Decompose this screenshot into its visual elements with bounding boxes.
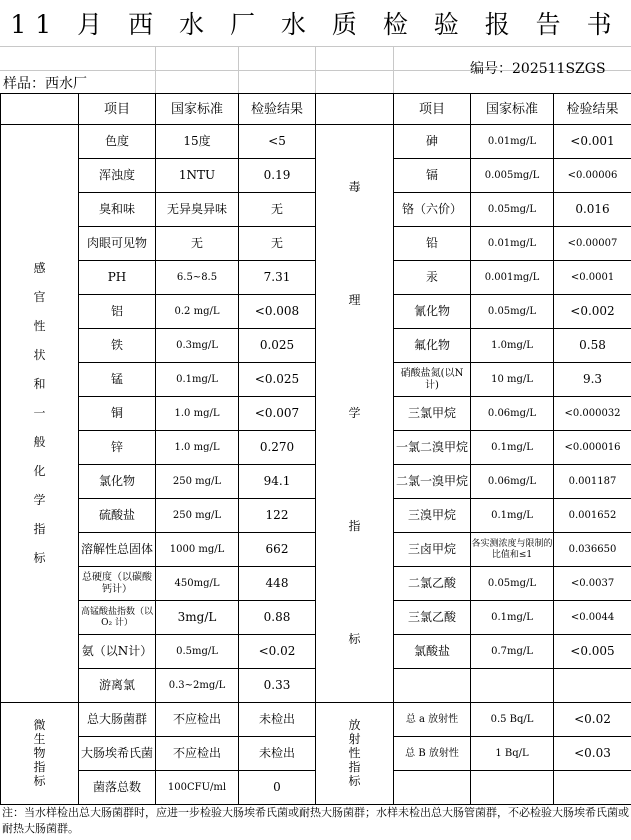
standard-value: 0.3~2mg/L	[156, 669, 239, 703]
item-name: 三氯甲烷	[394, 397, 471, 431]
standard-value: 1000 mg/L	[156, 533, 239, 567]
result-value: <0.00006	[554, 159, 631, 193]
standard-value: 各实测浓度与限制的比值和≤1	[471, 533, 554, 567]
result-value: 0.33	[239, 669, 316, 703]
item-name: 氰化物	[394, 295, 471, 329]
result-value: <0.000032	[554, 397, 631, 431]
item-name: 一氯二溴甲烷	[394, 431, 471, 465]
standard-value: 100CFU/ml	[156, 771, 239, 805]
standard-value: 无	[156, 227, 239, 261]
item-name: 氟化物	[394, 329, 471, 363]
standard-value: 0.1mg/L	[471, 499, 554, 533]
category-micro	[1, 703, 79, 805]
table-row	[1, 703, 631, 737]
category-radio	[316, 703, 394, 805]
category-char: 化	[33, 464, 46, 478]
item-name: 菌落总数	[79, 771, 156, 805]
standard-value: 0.1mg/L	[471, 431, 554, 465]
result-value: 662	[239, 533, 316, 567]
result-value: 7.31	[239, 261, 316, 295]
sample-label: 样品：西水厂	[3, 76, 87, 92]
item-name: 铝	[79, 295, 156, 329]
water-quality-table	[0, 93, 631, 805]
item-name: 硝酸盐氮(以N计)	[394, 363, 471, 397]
category-char: 指	[33, 522, 46, 536]
item-name: 氨（以N计）	[79, 635, 156, 669]
result-value: <0.0001	[554, 261, 631, 295]
category-char: 指	[348, 519, 361, 533]
result-value: <0.000016	[554, 431, 631, 465]
standard-value: 10 mg/L	[471, 363, 554, 397]
standard-value: 0.5mg/L	[156, 635, 239, 669]
result-value: <0.025	[239, 363, 316, 397]
header-grid-line	[393, 46, 394, 93]
result-value: 无	[239, 227, 316, 261]
category-char: 官	[33, 290, 46, 304]
item-name: 大肠埃希氏菌	[79, 737, 156, 771]
standard-value: 不应检出	[156, 703, 239, 737]
report-number: 编号：202511SZGS	[470, 61, 606, 77]
item-name: 臭和味	[79, 193, 156, 227]
report-title: 11 月 西 水 厂 水 质 检 验 报 告 书	[10, 10, 621, 39]
standard-value: 0.7mg/L	[471, 635, 554, 669]
result-value: <0.02	[239, 635, 316, 669]
result-value: 0.036650	[554, 533, 631, 567]
standard-value: 0.2 mg/L	[156, 295, 239, 329]
result-value: 9.3	[554, 363, 631, 397]
result-value: <0.0037	[554, 567, 631, 601]
result-value: 0	[239, 771, 316, 805]
standard-value: 0.1mg/L	[471, 601, 554, 635]
item-name: 高锰酸盐指数（以O₂ 计）	[79, 601, 156, 635]
standard-value: 0.05mg/L	[471, 567, 554, 601]
standard-value: 0.01mg/L	[471, 125, 554, 159]
item-name: 总 a 放射性	[394, 703, 471, 737]
category-char: 指	[348, 760, 361, 774]
item-name: 总大肠菌群	[79, 703, 156, 737]
standard-value: 3mg/L	[156, 601, 239, 635]
item-name: 铬（六价）	[394, 193, 471, 227]
result-value: <0.007	[239, 397, 316, 431]
item-name: 氯酸盐	[394, 635, 471, 669]
item-name: 三氯乙酸	[394, 601, 471, 635]
category-char: 放	[348, 718, 361, 732]
standard-value: 6.5~8.5	[156, 261, 239, 295]
item-name: 总 B 放射性	[394, 737, 471, 771]
standard-value	[471, 669, 554, 703]
item-name: 铁	[79, 329, 156, 363]
standard-value: 250 mg/L	[156, 465, 239, 499]
category-char: 性	[348, 746, 361, 760]
item-name: PH	[79, 261, 156, 295]
result-value: 未检出	[239, 703, 316, 737]
standard-value: 1 Bq/L	[471, 737, 554, 771]
footnote: 注：当水样检出总大肠菌群时，应进一步检验大肠埃希氏菌或耐热大肠菌群；水样未检出总大肠管菌群，不必检验大肠埃希氏菌或耐热大肠菌群。	[2, 806, 629, 835]
item-name: 锰	[79, 363, 156, 397]
category-sensory	[1, 125, 79, 703]
result-value	[554, 771, 631, 805]
result-value: 94.1	[239, 465, 316, 499]
category-char: 状	[33, 348, 46, 362]
result-value	[554, 669, 631, 703]
standard-value	[471, 771, 554, 805]
item-name: 游离氯	[79, 669, 156, 703]
category-char: 感	[33, 261, 46, 275]
result-value: <0.02	[554, 703, 631, 737]
result-value: 0.270	[239, 431, 316, 465]
standard-value: 1.0mg/L	[471, 329, 554, 363]
item-name: 铜	[79, 397, 156, 431]
standard-value: 不应检出	[156, 737, 239, 771]
header-result: 检验结果	[554, 94, 631, 125]
item-name: 溶解性总固体	[79, 533, 156, 567]
category-char: 标	[33, 774, 46, 788]
header-blank	[1, 94, 79, 125]
item-name	[394, 669, 471, 703]
item-name: 色度	[79, 125, 156, 159]
category-char: 般	[33, 435, 46, 449]
category-char: 射	[348, 732, 361, 746]
category-char: 学	[348, 406, 361, 420]
standard-value: 15度	[156, 125, 239, 159]
result-value: <0.03	[554, 737, 631, 771]
standard-value: 0.5 Bq/L	[471, 703, 554, 737]
result-value: 0.58	[554, 329, 631, 363]
item-name: 氯化物	[79, 465, 156, 499]
standard-value: 0.3mg/L	[156, 329, 239, 363]
result-value: 0.19	[239, 159, 316, 193]
result-value: <0.002	[554, 295, 631, 329]
header-blank	[316, 94, 394, 125]
result-value: 448	[239, 567, 316, 601]
table-row	[1, 125, 631, 159]
result-value: <0.00007	[554, 227, 631, 261]
standard-value: 0.005mg/L	[471, 159, 554, 193]
header-grid-line	[155, 46, 156, 93]
result-value: 0.001187	[554, 465, 631, 499]
item-name: 浑浊度	[79, 159, 156, 193]
result-value: <0.008	[239, 295, 316, 329]
header-grid-line	[238, 46, 239, 93]
standard-value: 0.06mg/L	[471, 465, 554, 499]
item-name: 肉眼可见物	[79, 227, 156, 261]
standard-value: 0.05mg/L	[471, 295, 554, 329]
standard-value: 0.001mg/L	[471, 261, 554, 295]
standard-value: 0.05mg/L	[471, 193, 554, 227]
item-name: 总硬度（以碳酸钙计）	[79, 567, 156, 601]
standard-value: 0.06mg/L	[471, 397, 554, 431]
category-char: 生	[33, 732, 46, 746]
standard-value: 0.01mg/L	[471, 227, 554, 261]
header-item: 项目	[79, 94, 156, 125]
item-name: 砷	[394, 125, 471, 159]
item-name: 镉	[394, 159, 471, 193]
result-value: <0.0044	[554, 601, 631, 635]
item-name: 二氯乙酸	[394, 567, 471, 601]
result-value: 0.025	[239, 329, 316, 363]
category-char: 物	[33, 746, 46, 760]
category-char: 标	[348, 632, 361, 646]
category-char: 学	[33, 493, 46, 507]
result-value: <0.001	[554, 125, 631, 159]
standard-value: 450mg/L	[156, 567, 239, 601]
standard-value: 1.0 mg/L	[156, 431, 239, 465]
item-name: 三卤甲烷	[394, 533, 471, 567]
category-char: 指	[33, 760, 46, 774]
category-char: 性	[33, 319, 46, 333]
item-name: 汞	[394, 261, 471, 295]
standard-value: 250 mg/L	[156, 499, 239, 533]
result-value: 0.001652	[554, 499, 631, 533]
header-standard: 国家标准	[156, 94, 239, 125]
result-value: 0.88	[239, 601, 316, 635]
header-result: 检验结果	[239, 94, 316, 125]
category-char: 和	[33, 377, 46, 391]
standard-value: 0.1mg/L	[156, 363, 239, 397]
category-char: 标	[348, 774, 361, 788]
result-value: 未检出	[239, 737, 316, 771]
item-name: 三溴甲烷	[394, 499, 471, 533]
standard-value: 1NTU	[156, 159, 239, 193]
category-char: 毒	[348, 180, 361, 194]
result-value: <5	[239, 125, 316, 159]
header-item: 项目	[394, 94, 471, 125]
category-char: 一	[33, 406, 46, 420]
item-name: 硫酸盐	[79, 499, 156, 533]
header-grid-line	[315, 46, 316, 93]
category-char: 标	[33, 551, 46, 565]
item-name: 二氯一溴甲烷	[394, 465, 471, 499]
result-value: <0.005	[554, 635, 631, 669]
result-value: 122	[239, 499, 316, 533]
result-value: 0.016	[554, 193, 631, 227]
item-name: 锌	[79, 431, 156, 465]
standard-value: 1.0 mg/L	[156, 397, 239, 431]
item-name: 铅	[394, 227, 471, 261]
result-value: 无	[239, 193, 316, 227]
category-toxic	[316, 125, 394, 703]
category-char: 微	[33, 718, 46, 732]
standard-value: 无异臭异味	[156, 193, 239, 227]
category-char: 理	[348, 293, 361, 307]
item-name	[394, 771, 471, 805]
header-standard: 国家标准	[471, 94, 554, 125]
